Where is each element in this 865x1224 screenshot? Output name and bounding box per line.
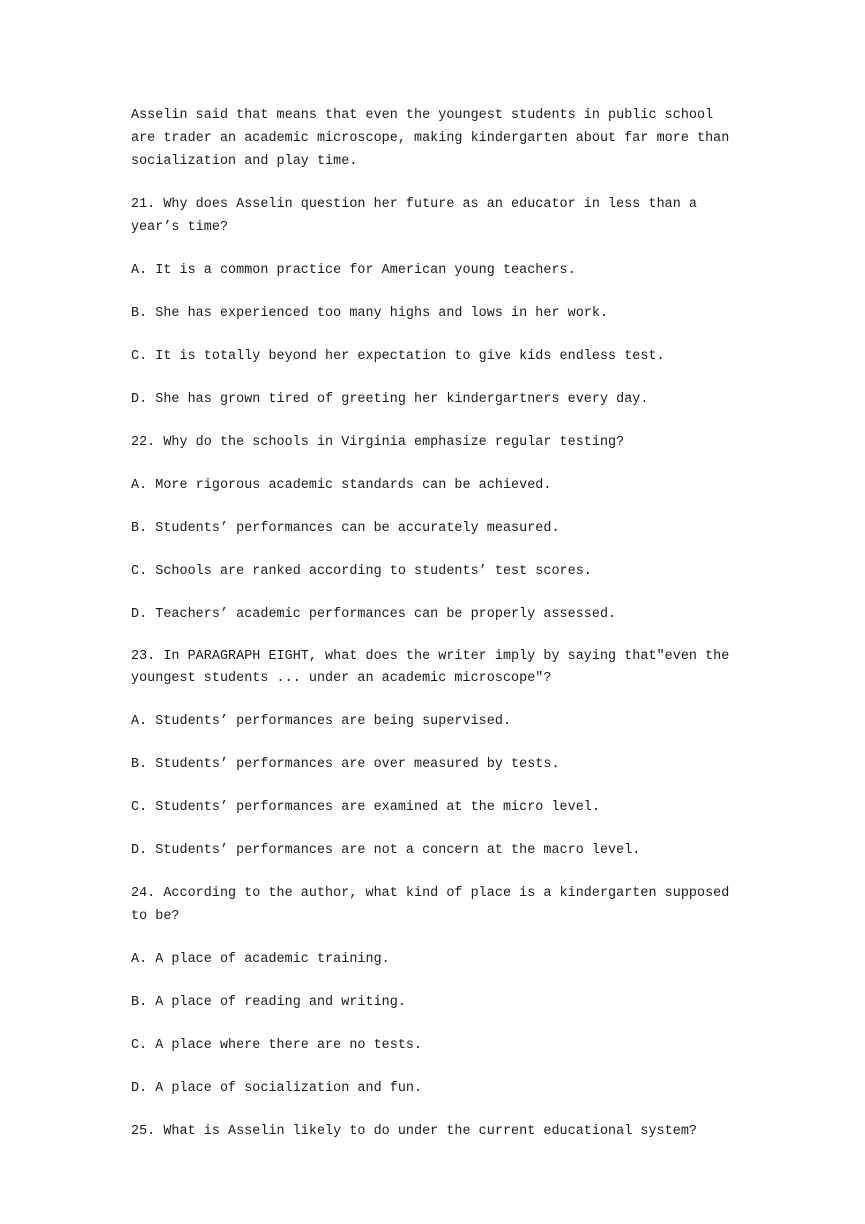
question-22-option-d: D. Teachers’ academic performances can be properly assessed. (131, 607, 617, 622)
question-25-stem: 25. What is Asselin likely to do under the current educational system? (131, 1124, 697, 1139)
question-23-option-b: B. Students’ performances are over measured by tests. (131, 757, 560, 772)
question-23-option-d: D. Students’ performances are not a concern at the macro level. (131, 843, 641, 858)
question-22-option-b: B. Students’ performances can be accurately measured. (131, 521, 560, 536)
question-23-option-c: C. Students’ performances are examined at the micro level. (131, 800, 600, 815)
question-24-option-c: C. A place where there are no tests. (131, 1038, 423, 1053)
question-23-option-a: A. Students’ performances are being supervised. (131, 714, 512, 729)
question-21-option-d: D. She has grown tired of greeting her kindergartners every day. (131, 392, 649, 407)
question-21-option-c: C. It is totally beyond her expectation to give kids endless test. (131, 349, 665, 364)
question-23-stem: 23. In PARAGRAPH EIGHT, what does the writer imply by saying that"even the youngest students ... under an academic microscope"? (131, 649, 730, 686)
intro-paragraph: Asselin said that means that even the youngest students in public school are trader an academic microscope, making kindergarten about far more than socialization and play time. (131, 108, 730, 169)
question-21-option-a: A. It is a common practice for American young teachers. (131, 263, 576, 278)
question-22-option-c: C. Schools are ranked according to students’ test scores. (131, 564, 592, 579)
question-24-option-b: B. A place of reading and writing. (131, 995, 406, 1010)
question-22-stem: 22. Why do the schools in Virginia emphasize regular testing? (131, 435, 625, 450)
question-24-stem: 24. According to the author, what kind of place is a kindergarten supposed to be? (131, 886, 730, 924)
question-22-option-a: A. More rigorous academic standards can be achieved. (131, 478, 552, 493)
question-21-option-b: B. She has experienced too many highs and lows in her work. (131, 306, 609, 321)
document-page (131, 104, 737, 1143)
question-24-option-d: D. A place of socialization and fun. (131, 1081, 423, 1096)
question-21-stem: 21. Why does Asselin question her future as an educator in less than a year’s time? (131, 197, 697, 235)
question-24-option-a: A. A place of academic training. (131, 952, 390, 967)
